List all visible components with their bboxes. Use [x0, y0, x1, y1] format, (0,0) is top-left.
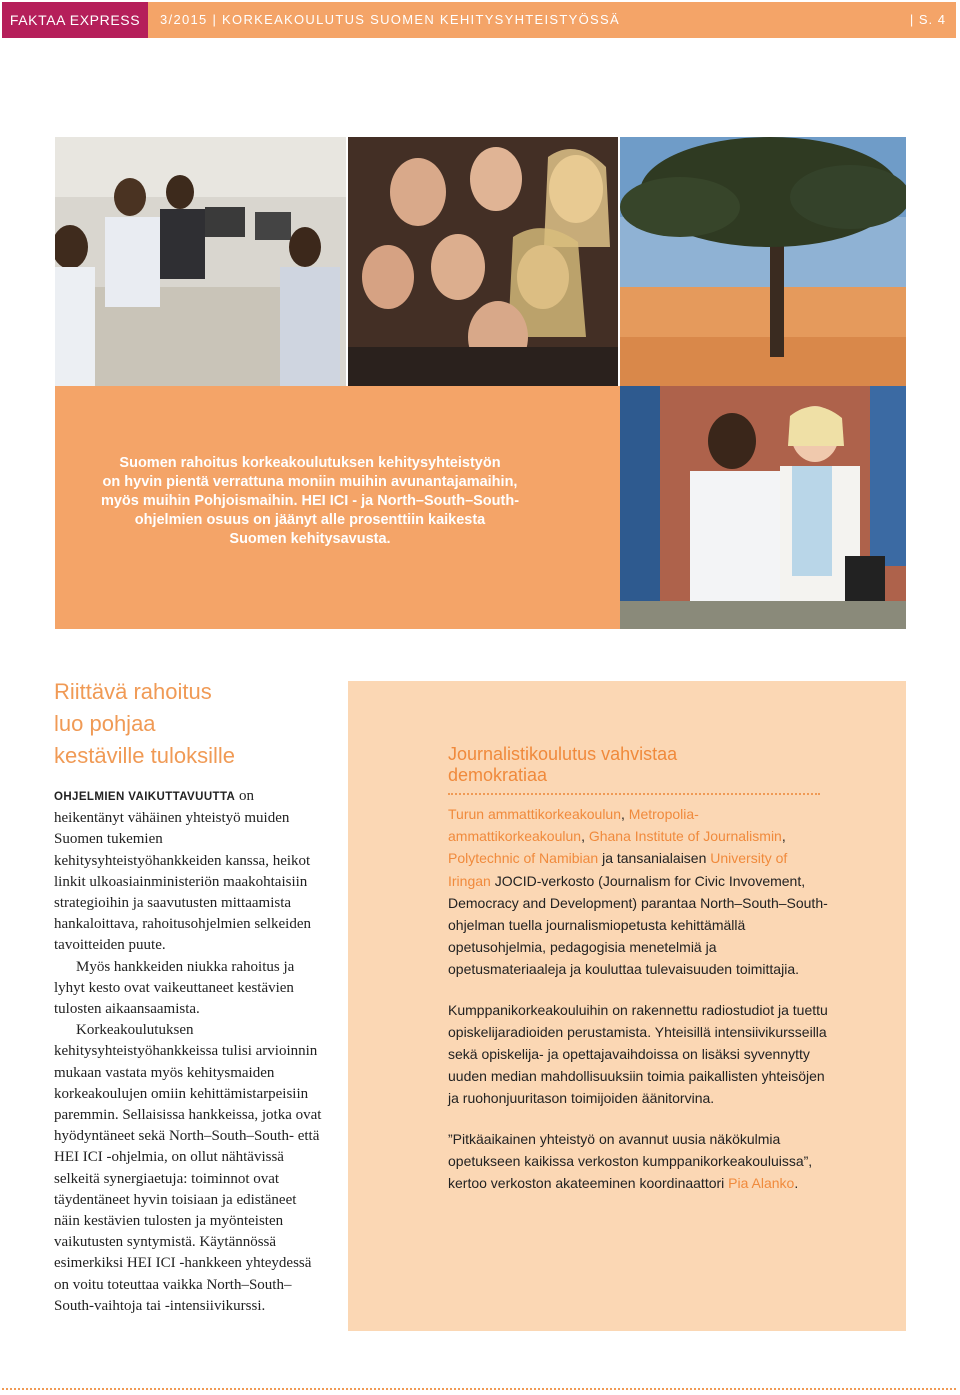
sidebar-divider [448, 793, 820, 795]
two-women-photo [620, 386, 906, 629]
pull-quote: Suomen rahoitus korkeakoulutuksen kehitysyhteistyön on hyvin pientä verrattuna moniin muihin avunantajamaihin, myös muihin Pohjoismaihin. HEI ICI - ja North–South–South- ohjelmien osuus on jäänyt alle prosenttiin kaikesta Suomen kehitysavusta. [100, 455, 520, 547]
page-number: | S. 4 [909, 12, 946, 27]
sidebar-paragraph-2: Kumppanikorkeakouluihin on rakennettu radiostudiot ja tuettu opiskelijaradioiden perustamista. Yhteisillä intensiivikursseilla sekä opiskelija- ja opettajavaihdoissa on lisäksi syvennytty uuden median mahdollisuuksiin toimia paikallisten yhteisöjen ja ruohonjuuritason toimijoiden äänitorvina. [448, 1001, 828, 1107]
lead-in: OHJELMIEN VAIKUTTAVUUTTA [54, 791, 236, 803]
article-body [54, 786, 324, 1317]
article-title: Riittävä rahoitus luo pohjaa kestäville tuloksille [54, 679, 235, 768]
sidebar-paragraph-3: ”Pitkäaikainen yhteistyö on avannut uusia näkökulmia opetukseen kaikissa verkoston kumppanikorkeakouluissa”, kertoo verkoston akateeminen koordinaattori Pia Alanko. [448, 1130, 813, 1192]
brand-label: FAKTAA EXPRESS [2, 2, 148, 38]
header-bar [2, 2, 956, 38]
sidebar-paragraph-1: Turun ammattikorkeakoulun, Metropolia-ammattikorkeakoulun, Ghana Institute of Journalismin, Polytechnic of Namibian ja tansanialaisen University of Iringan JOCID-verkosto (Journalism for Civic Invovement, Democracy and Development) parantaa North–South–South-ohjelman tuella journalismiopetusta kehittämällä opetusohjelmia, pedagogisia menetelmiä ja opetusmateriaaleja ja kouluttaa tulevaisuuden toimittajia. [448, 806, 828, 978]
coordinator-name: Pia Alanko [728, 1175, 795, 1192]
article-paragraph-1: OHJELMIEN VAIKUTTAVUUTTA on heikentänyt vähäinen yhteistyö muiden Suomen tukemien kehitysyhteistyöhankkeiden kanssa, heikot linkit ulkoasiainministeriön maakohtaisiin strategioihin ja saavutusten mittaamista hankaloittava, rahoitusohjelmien selkeiden tavoitteiden puute. [54, 788, 312, 954]
meeting-photo [55, 137, 346, 386]
sidebar-title: Journalistikoulutus vahvistaa demokratiaa [448, 744, 678, 785]
students-photo [348, 137, 618, 386]
article-paragraph-2: Myös hankkeiden niukka rahoitus ja lyhyt kesto ovat vaikeuttaneet kestävien tulosten aikaansaamista. [54, 958, 295, 1018]
footer-divider [2, 1388, 956, 1390]
desert-tree-photo [620, 137, 906, 386]
sidebar-body [448, 803, 828, 1212]
issue-title: 3/2015 | KORKEAKOULUTUS SUOMEN KEHITYSYHTEISTYÖSSÄ [160, 12, 620, 27]
article-paragraph-3: Korkeakoulutuksen kehitysyhteistyöhankkeissa tulisi arvioinnin mukaan vastata myös kehitysmaiden korkeakoulujen omiin kehittämistarpeisiin paremmin. Sellaisissa hankkeissa, jotka ovat hyödyntäneet sekä North–South–South- että HEI ICI -ohjelmia, on ollut nähtävissä selkeitä synergiaetuja: toiminnot ovat täydentäneet hyvin toisiaan ja edistäneet näin kestävien tulosten ja myönteisten vaikutusten syntymistä. Käytännössä esimerkiksi HEI ICI -hankkeen yhteydessä on voitu toteuttaa vaikka North–South–South-vaihtoja tai -intensiivikurssi. [54, 1022, 322, 1314]
